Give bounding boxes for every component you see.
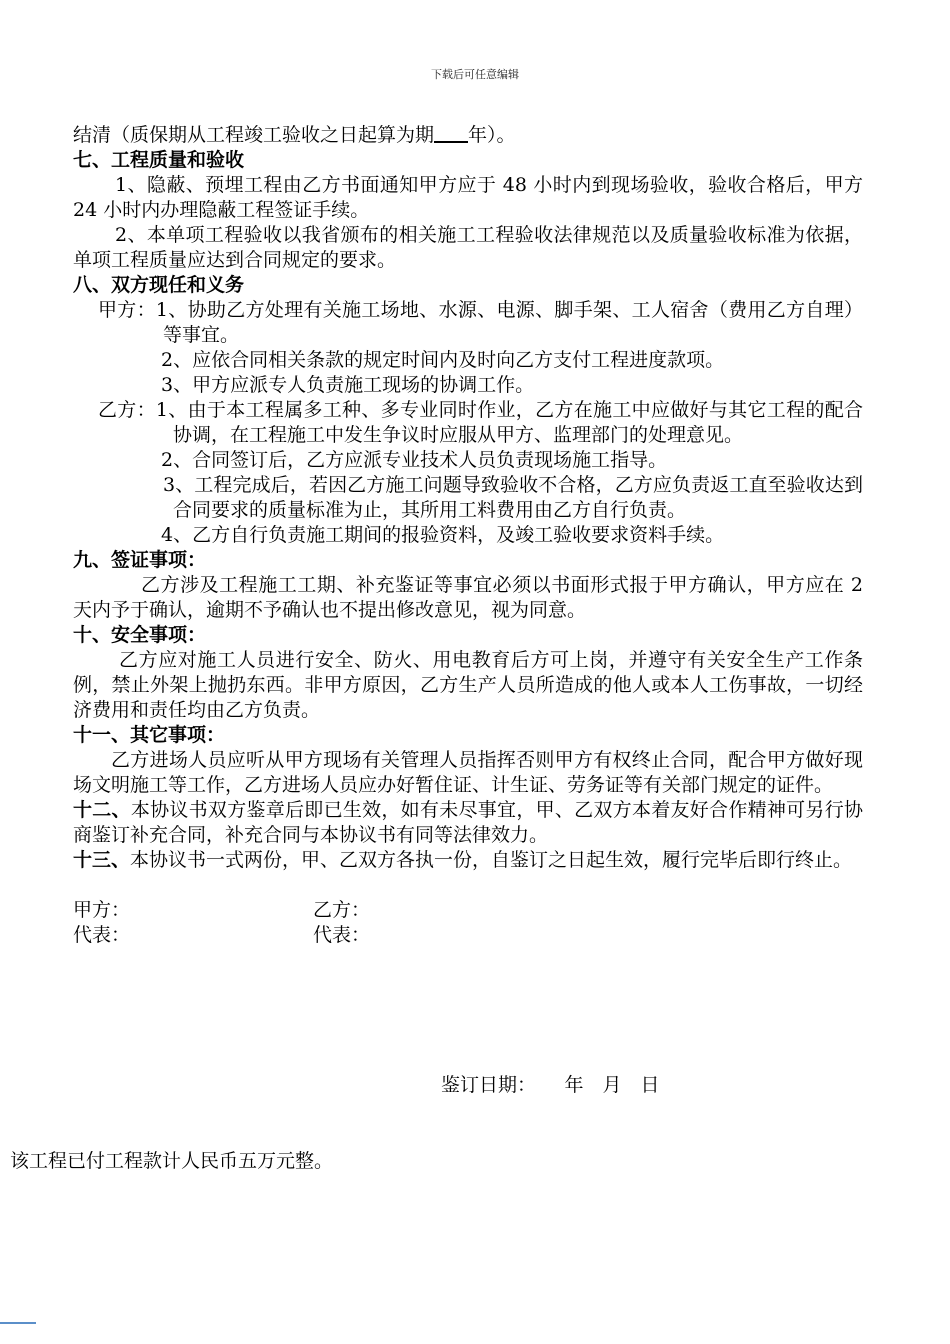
rep-a-label: 代表： <box>73 924 131 946</box>
warranty-line <box>73 123 863 148</box>
representative-row <box>73 923 863 948</box>
party-b-duty-4: 4、乙方自行负责施工期间的报验资料，及竣工验收要求资料手续。 <box>161 524 725 546</box>
section9-title: 九、签证事项： <box>73 549 207 571</box>
section12-title: 十二、 <box>73 799 131 821</box>
section13-text <box>73 848 863 873</box>
payment-note: 该工程已付工程款计人民币五万元整。 <box>10 1150 334 1172</box>
rep-b-label: 代表： <box>313 924 371 946</box>
section10-text: 乙方应对施工人员进行安全、防火、用电教育后方可上岗，并遵守有关安全生产工作条例，禁止外架上抛扔东西。非甲方原因，乙方生产人员所造成的他人或本人工伤事故，一切经济费用和责任均由乙方负责。 <box>73 649 863 721</box>
section7-clause2: 2、本单项工程验收以我省颁布的相关施工工程验收法律规范以及质量验收标准为依据，单项工程质量应达到合同规定的要求。 <box>73 224 863 271</box>
party-signature-row <box>73 898 863 923</box>
party-a-duty-2: 2、应依合同相关条款的规定时间内及时向乙方支付工程进度款项。 <box>161 349 725 371</box>
section12-body: 本协议书双方鉴章后即已生效，如有未尽事宜，甲、乙双方本着友好合作精神可另行协商鉴订补充合同，补充合同与本协议书有同等法律效力。 <box>73 799 863 846</box>
contract-body <box>73 123 863 948</box>
section7-clause1: 1、隐蔽、预埋工程由乙方书面通知甲方应于 48 小时内到现场验收，验收合格后，甲方 24 小时内办理隐蔽工程签证手续。 <box>73 174 863 221</box>
party-a-duty-3: 3、甲方应派专人负责施工现场的协调工作。 <box>161 374 535 396</box>
party-a-duty-1: 甲方：1、协助乙方处理有关施工场地、水源、电源、脚手架、工人宿舍（费用乙方自理）等事宜。 <box>98 299 863 346</box>
signing-date: 鉴订日期： 年 月 日 <box>441 1074 660 1096</box>
warranty-text: 结清（质保期从工程竣工验收之日起算为期 <box>73 124 435 146</box>
section12-text <box>73 798 863 848</box>
warranty-years-blank <box>434 123 468 143</box>
page-corner-mark <box>0 1322 36 1324</box>
section11-title: 十一、其它事项： <box>73 724 226 746</box>
party-b-duty-2: 2、合同签订后，乙方应派专业技术人员负责现场施工指导。 <box>161 449 668 471</box>
party-b-duty-3: 3、工程完成后，若因乙方施工问题导致验收不合格，乙方应负责返工直至验收达到合同要求的质量标准为止，其所用工料费用由乙方自行负责。 <box>163 474 863 521</box>
party-a-label: 甲方： <box>73 899 131 921</box>
party-b-label: 乙方： <box>313 899 371 921</box>
party-b-duty-1: 乙方：1、由于本工程属多工种、多专业同时作业，乙方在施工中应做好与其它工程的配合协调，在工程施工中发生争议时应服从甲方、监理部门的处理意见。 <box>98 399 863 446</box>
section10-title: 十、安全事项： <box>73 624 207 646</box>
section11-text: 乙方进场人员应听从甲方现场有关管理人员指挥否则甲方有权终止合同，配合甲方做好现场文明施工等工作，乙方进场人员应办好暂住证、计生证、劳务证等有关部门规定的证件。 <box>73 749 863 796</box>
section13-title: 十三、 <box>73 849 131 871</box>
section13-body: 本协议书一式两份，甲、乙双方各执一份，自鉴订之日起生效，履行完毕后即行终止。 <box>130 849 853 871</box>
section7-title: 七、工程质量和验收 <box>73 149 245 171</box>
warranty-text-end: 年）。 <box>468 124 516 146</box>
section8-title: 八、双方现任和义务 <box>73 274 245 296</box>
header-note: 下载后可任意编辑 <box>431 68 519 81</box>
section9-text: 乙方涉及工程施工工期、补充鉴证等事宜必须以书面形式报于甲方确认，甲方应在 2 天内予于确认，逾期不予确认也不提出修改意见，视为同意。 <box>73 574 863 621</box>
